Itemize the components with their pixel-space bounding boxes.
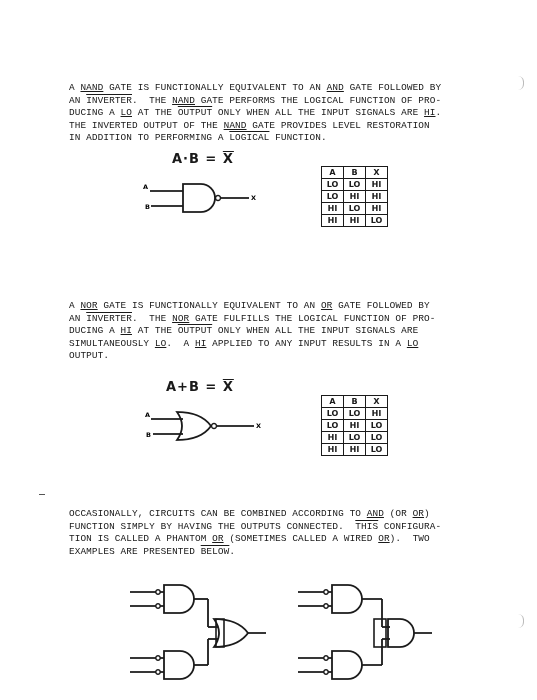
text-line: A NAND GATE IS FUNCTIONALLY EQUIVALENT TO AN AND GATE FOLLOWED BY (69, 82, 442, 93)
table-cell: HI (322, 444, 344, 456)
table-cell: A (322, 396, 344, 408)
nand-input-a-label: A (143, 183, 149, 191)
underlined-term: HI (120, 325, 132, 337)
table-cell: LO (344, 203, 366, 215)
table-cell: HI (322, 432, 344, 444)
table-cell: HI (366, 191, 388, 203)
phantom-paragraph (69, 508, 489, 558)
table-cell: HI (344, 420, 366, 432)
text-line: TION IS CALLED A PHANTOM OR (SOMETIMES CALLED A WIRED OR). TWO (69, 533, 430, 545)
table-cell: LO (322, 408, 344, 420)
underlined-term: OR (212, 533, 224, 545)
table-cell: LO (322, 191, 344, 203)
table-cell: B (344, 396, 366, 408)
underlined-term: OR (412, 508, 425, 519)
table-cell: X (366, 396, 388, 408)
underlined-term: LO (154, 337, 167, 349)
text-line: A NOR GATE IS FUNCTIONALLY EQUIVALENT TO AN OR GATE FOLLOWED BY (69, 300, 430, 311)
overlined-term: INVERTER (86, 94, 132, 106)
table-cell: HI (366, 203, 388, 215)
text-line: SIMULTANEOUSLY LO. A HI APPLIED TO ANY INPUT RESULTS IN A LO (69, 337, 419, 349)
table-cell: HI (344, 215, 366, 227)
nand-input-b-label: B (145, 203, 150, 211)
nor-output-label: X (256, 422, 262, 430)
underlined-term: HI (424, 107, 436, 119)
nor-input-a-label: A (145, 411, 151, 419)
text-line: FUNCTION SIMPLY BY HAVING THE OUTPUTS CONNECTED. THIS CONFIGURA- (69, 520, 442, 532)
nor-formula-left: A+B = (166, 380, 223, 395)
table-header-row (322, 167, 388, 179)
table-row (322, 444, 388, 456)
text-line: THE INVERTED OUTPUT OF THE NAND GATE PROVIDES LEVEL RESTORATION (69, 119, 430, 131)
nand-formula (172, 152, 234, 167)
overlined-term: OUTPUT (177, 107, 213, 119)
table-row (322, 420, 388, 432)
table-row (322, 215, 388, 227)
text-line: OCCASIONALLY, CIRCUITS CAN BE COMBINED ACCORDING TO AND (OR OR) (69, 508, 430, 519)
overlined-term: INVERTER (86, 312, 132, 324)
nand-formula-output: $\overline{X}$ (222, 152, 234, 167)
text-line: AN INVERTER. THE NAND GATE PERFORMS THE LOGICAL FUNCTION OF PRO- (69, 94, 442, 106)
nand-truth-table (321, 166, 388, 227)
text-line: IN ADDITION TO PERFORMING A LOGICAL FUNCTION. (69, 132, 327, 144)
table-cell: HI (344, 444, 366, 456)
table-cell: LO (366, 215, 388, 227)
nor-paragraph (69, 300, 489, 363)
underlined-term: AND (366, 508, 384, 519)
phantom-or-diagram-left (128, 582, 278, 692)
nand-output-label: X (251, 194, 257, 202)
underlined-term: OR (378, 533, 390, 545)
text-line: EXAMPLES ARE PRESENTED BELOW. (69, 545, 236, 557)
edge-mark-top (518, 76, 524, 90)
underlined-term: LO (120, 107, 132, 119)
table-cell: LO (344, 179, 366, 191)
table-cell: HI (366, 408, 388, 420)
underlined-term: NAND (172, 94, 195, 106)
phantom-and-diagram-right (296, 582, 446, 692)
table-cell: LO (366, 432, 388, 444)
overlined-term: THIS (355, 520, 379, 532)
nand-paragraph (69, 82, 489, 145)
underlined-term: NOR (80, 300, 98, 311)
overlined-term: LOGICAL (229, 132, 270, 144)
text-line: AN INVERTER. THE NOR GATE FULFILLS THE LOGICAL FUNCTION OF PRO- (69, 312, 436, 324)
table-cell: LO (366, 444, 388, 456)
nand-gate-diagram (143, 180, 263, 220)
nor-gate-diagram (143, 408, 273, 448)
table-cell: B (344, 167, 366, 179)
nor-input-b-label: B (146, 431, 151, 439)
underlined-term: NAND (223, 119, 247, 131)
table-cell: X (366, 167, 388, 179)
table-row (322, 191, 388, 203)
table-cell: LO (344, 408, 366, 420)
underlined-term: HI (194, 337, 207, 349)
table-cell: HI (322, 203, 344, 215)
table-cell: HI (344, 191, 366, 203)
table-cell: LO (344, 432, 366, 444)
edge-mark-bottom (518, 614, 524, 628)
underlined-term: LO (406, 337, 419, 349)
nor-formula (166, 380, 234, 395)
underlined-term: OR (320, 300, 333, 311)
nor-truth-table (321, 395, 388, 456)
overlined-term: OUTPUT (177, 325, 213, 337)
text-line: OUTPUT. (69, 350, 110, 362)
text-line: DUCING A HI AT THE OUTPUT ONLY WHEN ALL THE INPUT SIGNALS ARE (69, 325, 419, 337)
table-row (322, 179, 388, 191)
table-cell: LO (322, 420, 344, 432)
table-cell: LO (366, 420, 388, 432)
table-cell: A (322, 167, 344, 179)
nor-formula-output: $\overline{X}$ (222, 380, 234, 395)
nand-formula-left: A·B = (172, 152, 223, 167)
underlined-term: NOR (172, 312, 190, 324)
text-line: DUCING A LO AT THE OUTPUT ONLY WHEN ALL THE INPUT SIGNALS ARE HI. (69, 107, 442, 119)
table-row (322, 408, 388, 420)
underlined-term: AND (326, 82, 344, 93)
table-cell: HI (322, 215, 344, 227)
underlined-term: NAND (80, 82, 104, 93)
margin-dash (39, 494, 45, 495)
table-header-row (322, 396, 388, 408)
table-row (322, 203, 388, 215)
table-cell: LO (322, 179, 344, 191)
overlined-term: BELOW (200, 545, 230, 557)
table-cell: HI (366, 179, 388, 191)
table-row (322, 432, 388, 444)
